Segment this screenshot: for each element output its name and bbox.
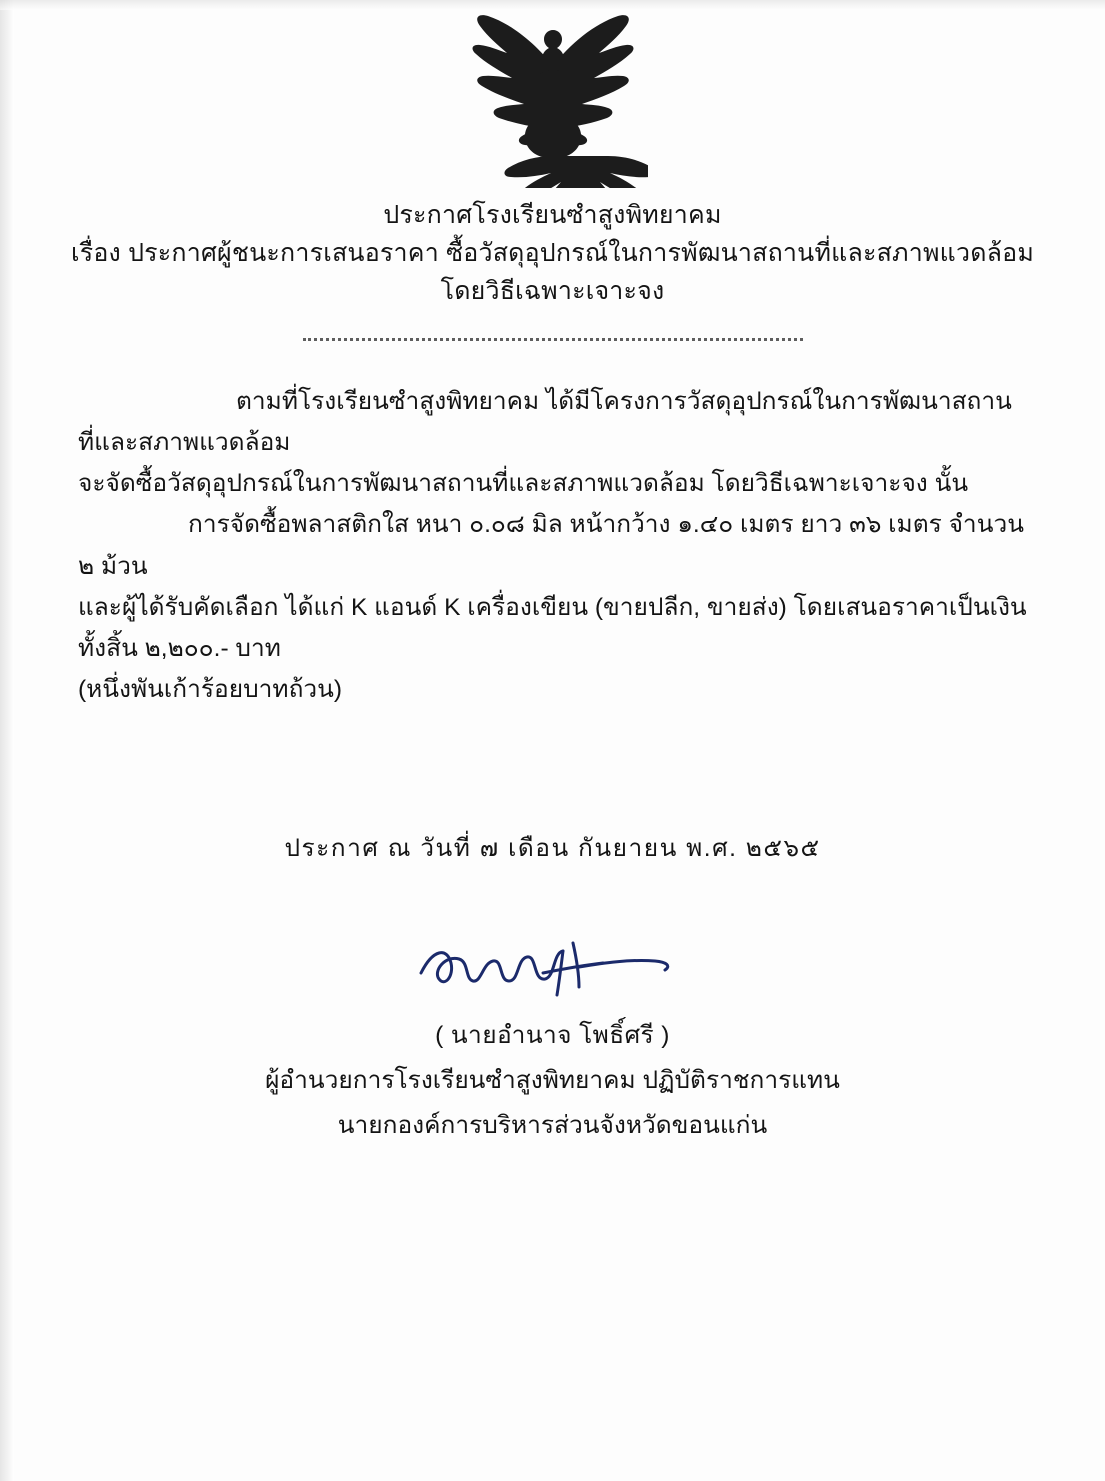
divider <box>303 336 803 341</box>
page-title: ประกาศโรงเรียนซำสูงพิทยาคม <box>383 201 722 229</box>
garuda-emblem-icon <box>458 10 648 188</box>
paragraph-one-line-1: ตามที่โรงเรียนซำสูงพิทยาคม ได้มีโครงการวัสดุอุปกรณ์ในการพัฒนาสถานที่และสภาพแวดล้อม <box>78 388 1012 457</box>
paragraph-one <box>78 381 1027 504</box>
paragraph-two <box>78 504 1027 710</box>
announcement-date: ประกาศ ณ วันที่ ๗ เดือน กันยายน พ.ศ. ๒๕๖๕ <box>284 835 821 863</box>
paragraph-two-line-2: และผู้ได้รับคัดเลือก ได้แก่ K แอนด์ K เครื่องเขียน (ขายปลีก, ขายส่ง) โดยเสนอราคาเป็นเงินทั้งสิ้น ๒,๒๐๐.- บาท <box>78 593 1027 662</box>
paragraph-one-line-2: จะจัดซื้อวัสดุอุปกรณ์ในการพัฒนาสถานที่และสภาพแวดล้อม โดยวิธีเฉพาะเจาะจง นั้น <box>78 470 969 498</box>
document-body <box>0 196 1105 1144</box>
signer-position-line-2: นายกองค์การบริหารส่วนจังหวัดขอนแก่น <box>337 1112 768 1140</box>
signer-position-line-1: ผู้อำนวยการโรงเรียนซำสูงพิทยาคม ปฏิบัติราชการแทน <box>265 1067 840 1095</box>
document-title-block <box>0 196 1105 310</box>
paragraph-two-line-3: (หนึ่งพันเก้าร้อยบาทถ้วน) <box>78 676 343 704</box>
signer-name: ( นายอำนาจ โพธิ์ศรี ) <box>435 1022 670 1050</box>
signature-area <box>0 933 1105 1009</box>
document-subject: เรื่อง ประกาศผู้ชนะการเสนอราคา ซื้อวัสดุอุปกรณ์ในการพัฒนาสถานที่และสภาพแวดล้อม <box>70 239 1035 267</box>
scan-edge-top <box>0 0 1105 10</box>
handwritten-signature-icon <box>403 933 703 1007</box>
document-method: โดยวิธีเฉพาะเจาะจง <box>440 277 665 305</box>
paragraph-two-line-1: การจัดซื้อพลาสติกใส หนา ๐.๐๘ มิล หน้ากว้าง ๑.๔๐ เมตร ยาว ๓๖ เมตร จำนวน ๒ ม้วน <box>78 511 1024 580</box>
